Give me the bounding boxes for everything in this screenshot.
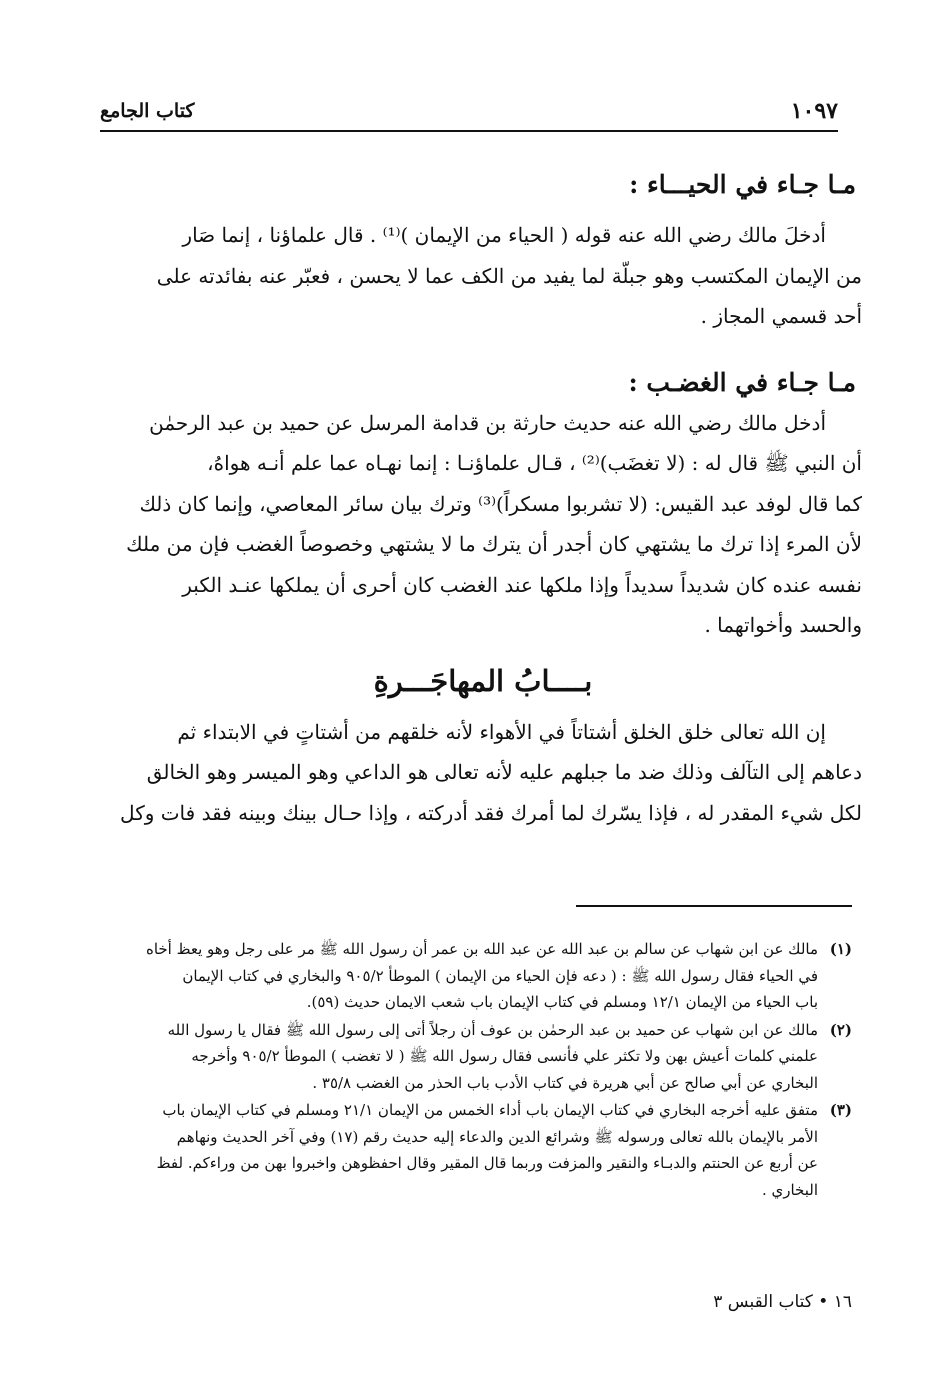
text-line: نفسه عنده كان شديداً سديداً وإذا ملكها عند الغضب كان أحرى أن يملكها عنـد الكبر <box>182 572 862 597</box>
text-line: أدخلَ مالك رضي الله عنه قوله ( الحياء من الإيمان )⁽¹⁾ . قال علماؤنا ، إنما صَار <box>182 223 826 247</box>
book-title: كتاب الجامع <box>100 100 195 122</box>
footnote-line: البخاري عن أبي صالح عن أبي هريرة في كتاب الأدب باب الحذر من الغضب ٣٥/٨ . <box>312 1073 818 1092</box>
text-line: لكل شيء المقدر له ، فإذا يسّرك لما أمرك فقد أدركته ، وإذا حـال بينك وبينه فقد فات وكل <box>120 800 862 825</box>
page-footer: ١٦ • كتاب القبس ٣ <box>713 1292 852 1312</box>
text-line: أدخل مالك رضي الله عنه حديث حارثة بن قدامة المرسل عن حميد بن عبد الرحمٰن <box>149 410 826 435</box>
running-header <box>100 96 838 132</box>
paragraph-modesty <box>104 215 862 337</box>
footnote-body <box>102 1017 818 1097</box>
text-line: أحد قسمي المجاز . <box>700 304 862 328</box>
text-line: دعاهم إلى التآلف وذلك ضد ما جبلهم عليه لأنه تعالى هو الداعي وهو الميسر وهو الخالق <box>146 760 862 784</box>
footnotes <box>102 936 852 1204</box>
paragraph-anger <box>104 403 862 646</box>
text-line: والحسد وأخواتهما . <box>704 613 862 637</box>
footnote-line: في الحياء فقال رسول الله ﷺ : ( دعه فإن الحياء من الإيمان ) الموطأ ٩٠٥/٢ والبخاري في كتاب الإيمان <box>182 966 818 985</box>
text-line: أن النبي ﷺ قال له : (لا تغضَب)⁽²⁾ ، قـال علماؤنـا : إنما نهـاه عما علم أنـه هواهُ، <box>207 451 862 475</box>
footnote-line: الأمر بالإيمان بالله تعالى ورسوله ﷺ وشرائع الدين والدعاء إليه حديث رقم (١٧) وفي آخر الحديث ونهاهم <box>176 1127 818 1146</box>
chapter-heading: بــــابُ المهاجَـــرةِ <box>373 663 593 698</box>
footnote <box>102 936 852 1016</box>
footnote-body <box>102 1097 818 1203</box>
footnote-line: مالك عن ابن شهاب عن سالم بن عبد الله عن عبد الله بن عمر أن رسول الله ﷺ مر على رجل وهو يعظ أخاه <box>145 940 818 958</box>
paragraph-chapter <box>104 712 862 834</box>
page-number: ١٠٩٧ <box>790 98 838 124</box>
footnote-line: علمني كلمات أعيش بهن ولا تكثر علي فأنسى فقال رسول الله ﷺ ( لا تغضب ) الموطأ ٩٠٥/٢ وأخرجه <box>191 1047 818 1065</box>
text-line: من الإيمان المكتسب وهو جبلّة لما يفيد من الكف عما لا يحسن ، فعبّر عنه بفائدته على <box>156 263 862 288</box>
footnote-line: عن أربع عن الحنتم والدبـاء والنقير والمزفت وربما قال المقير وقال احفظوهن واخبروا بهن من وراءكم. لفظ <box>156 1154 818 1172</box>
footnote-number: (١) <box>829 940 852 958</box>
section-heading-modesty: مـا جـاء في الحيـــاء : <box>629 170 856 199</box>
footnote-line: البخاري . <box>761 1180 818 1199</box>
footnote-divider <box>576 905 852 907</box>
footnote-number: (٣) <box>829 1101 852 1119</box>
text-line: إن الله تعالى خلق الخلق أشتاتاً في الأهواء لأنه خلقهم من أشتاتٍ في الابتداء ثم <box>177 719 826 744</box>
footnote-body <box>102 936 818 1016</box>
footnote-number: (٢) <box>829 1020 852 1039</box>
main-text <box>104 165 862 833</box>
footnote <box>102 1097 852 1203</box>
footnote-line: مالك عن ابن شهاب عن حميد بن عبد الرحمٰن بن عوف أن رجلاً أتى إلى رسول الله ﷺ فقال يا رسول الله <box>167 1020 818 1039</box>
text-line: كما قال لوفد عبد القيس: (لا تشربوا مسكراً)⁽³⁾ وترك بيان سائر المعاصي، وإنما كان ذلك <box>139 491 862 516</box>
section-heading-anger: مـا جـاء في الغضـب : <box>628 367 856 397</box>
footnote-line: باب الحياء من الإيمان ١٢/١ ومسلم في كتاب الإيمان باب شعب الايمان حديث (٥٩). <box>306 993 818 1011</box>
footnote <box>102 1017 852 1097</box>
footnote-line: متفق عليه أخرجه البخاري في كتاب الإيمان باب أداء الخمس من الإيمان ٢١/١ ومسلم في كتاب الإيمان باب <box>162 1101 818 1119</box>
text-line: لأن المرء إذا ترك ما يشتهي كان أجدر أن يترك ما لا يشتهي وخصوصاً الغضب فإن من ملك <box>126 532 862 556</box>
